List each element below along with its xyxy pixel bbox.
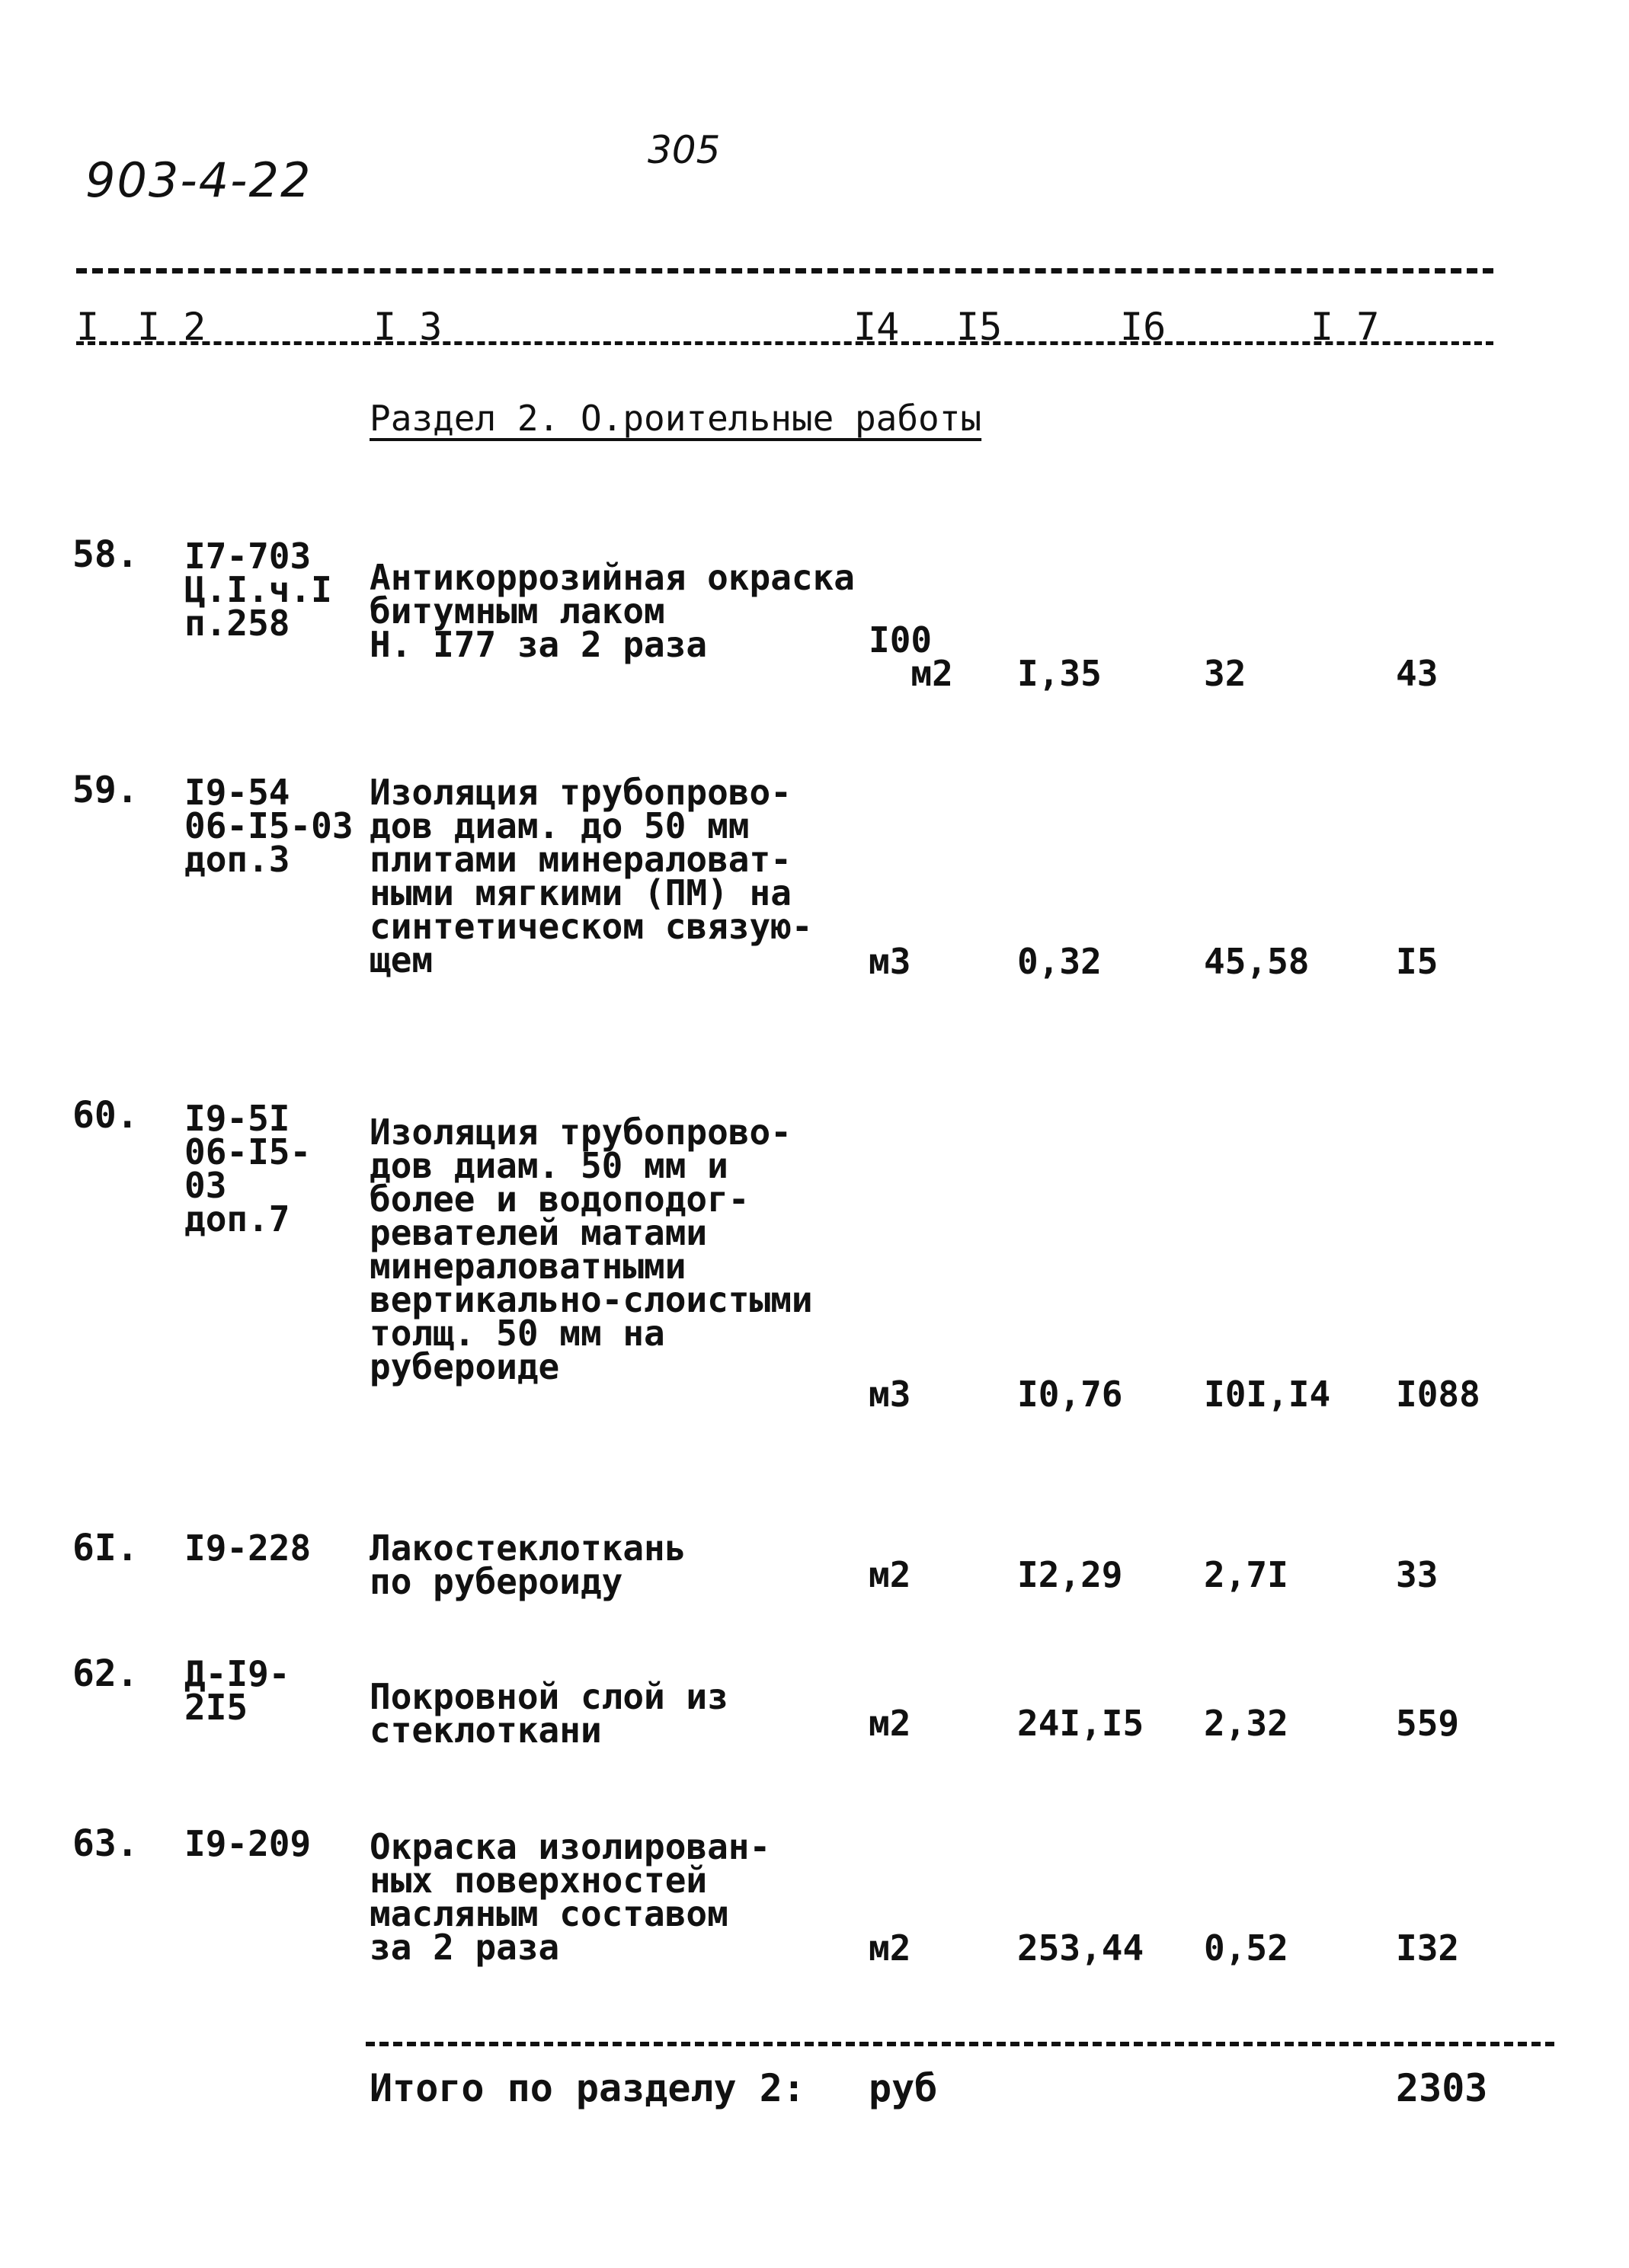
column-header-2: I 2: [137, 305, 206, 349]
row-unit-price: 45,58: [1204, 941, 1310, 982]
row-description: Покровной слой из стеклоткани: [370, 1676, 728, 1751]
document-code: 903-4-22: [85, 152, 312, 208]
total-sum: 2303: [1396, 2066, 1488, 2110]
column-header-3: I 3: [373, 305, 443, 349]
row-quantity: 24I,I5: [1017, 1703, 1144, 1744]
header-underline: [76, 341, 1493, 345]
row-sum: 43: [1396, 653, 1439, 694]
row-sum: I32: [1396, 1927, 1460, 1969]
row-sum: I088: [1396, 1374, 1480, 1415]
row-code: I9-54 06-I5-03 доп.3: [184, 772, 354, 880]
column-header-6: I6: [1120, 305, 1167, 349]
row-unit: I00 м2: [869, 619, 953, 694]
section-title: Раздел 2. О.роительные работы: [370, 398, 982, 439]
row-unit: м2: [869, 1554, 911, 1595]
row-unit-price: I0I,I4: [1204, 1374, 1331, 1415]
total-divider: [366, 2042, 1554, 2046]
row-unit-price: 2,7I: [1204, 1554, 1288, 1595]
page-number: 305: [648, 128, 721, 172]
row-unit: м2: [869, 1927, 911, 1969]
row-unit-price: 32: [1204, 653, 1247, 694]
row-number: 62.: [72, 1652, 139, 1695]
row-code: Д-I9- 2I5: [184, 1653, 290, 1728]
row-description: Антикоррозийная окраска битумным лаком Н. I77 за 2 раза: [370, 557, 855, 665]
row-number: 63.: [72, 1822, 139, 1865]
row-code: I9-228: [184, 1527, 312, 1569]
row-code: I7-703 Ц.I.ч.I п.258: [184, 536, 332, 644]
row-quantity: I2,29: [1017, 1554, 1123, 1595]
row-unit: м3: [869, 941, 911, 982]
row-code: I9-209: [184, 1823, 312, 1864]
row-unit-price: 2,32: [1204, 1703, 1288, 1744]
row-code: I9-5I 06-I5- 03 доп.7: [184, 1098, 312, 1240]
total-label: Итого по разделу 2:: [370, 2066, 805, 2110]
row-number: 60.: [72, 1094, 139, 1137]
row-number: 58.: [72, 533, 139, 576]
row-number: 6I.: [72, 1527, 139, 1569]
column-header-5: I5: [956, 305, 1003, 349]
row-quantity: 253,44: [1017, 1927, 1144, 1969]
row-quantity: 0,32: [1017, 941, 1102, 982]
row-description: Окраска изолирован- ных поверхностей масляным составом за 2 раза: [370, 1826, 771, 1968]
row-number: 59.: [72, 769, 139, 811]
row-unit-price: 0,52: [1204, 1927, 1288, 1969]
row-description: Изоляция трубопрово- дов диам. до 50 мм плитами минераловат- ными мягкими (ПМ) на синтетическом связую- щем: [370, 772, 813, 980]
row-description: Изоляция трубопрово- дов диам. 50 мм и более и водоподог- ревателей матами минераловатными вертикально-слоистыми толщ. 50 мм на рубероиде: [370, 1112, 813, 1387]
column-header-4: I4: [853, 305, 900, 349]
row-quantity: I0,76: [1017, 1374, 1123, 1415]
row-quantity: I,35: [1017, 653, 1102, 694]
row-unit: м2: [869, 1703, 911, 1744]
row-description: Лакостеклоткань по рубероиду: [370, 1527, 686, 1602]
column-header-1: I: [76, 305, 100, 349]
row-unit: м3: [869, 1374, 911, 1415]
row-sum: 33: [1396, 1554, 1439, 1595]
column-header-7: I 7: [1311, 305, 1380, 349]
row-sum: I5: [1396, 941, 1439, 982]
row-sum: 559: [1396, 1703, 1460, 1744]
total-unit: руб: [869, 2066, 938, 2110]
top-divider: [76, 268, 1493, 274]
